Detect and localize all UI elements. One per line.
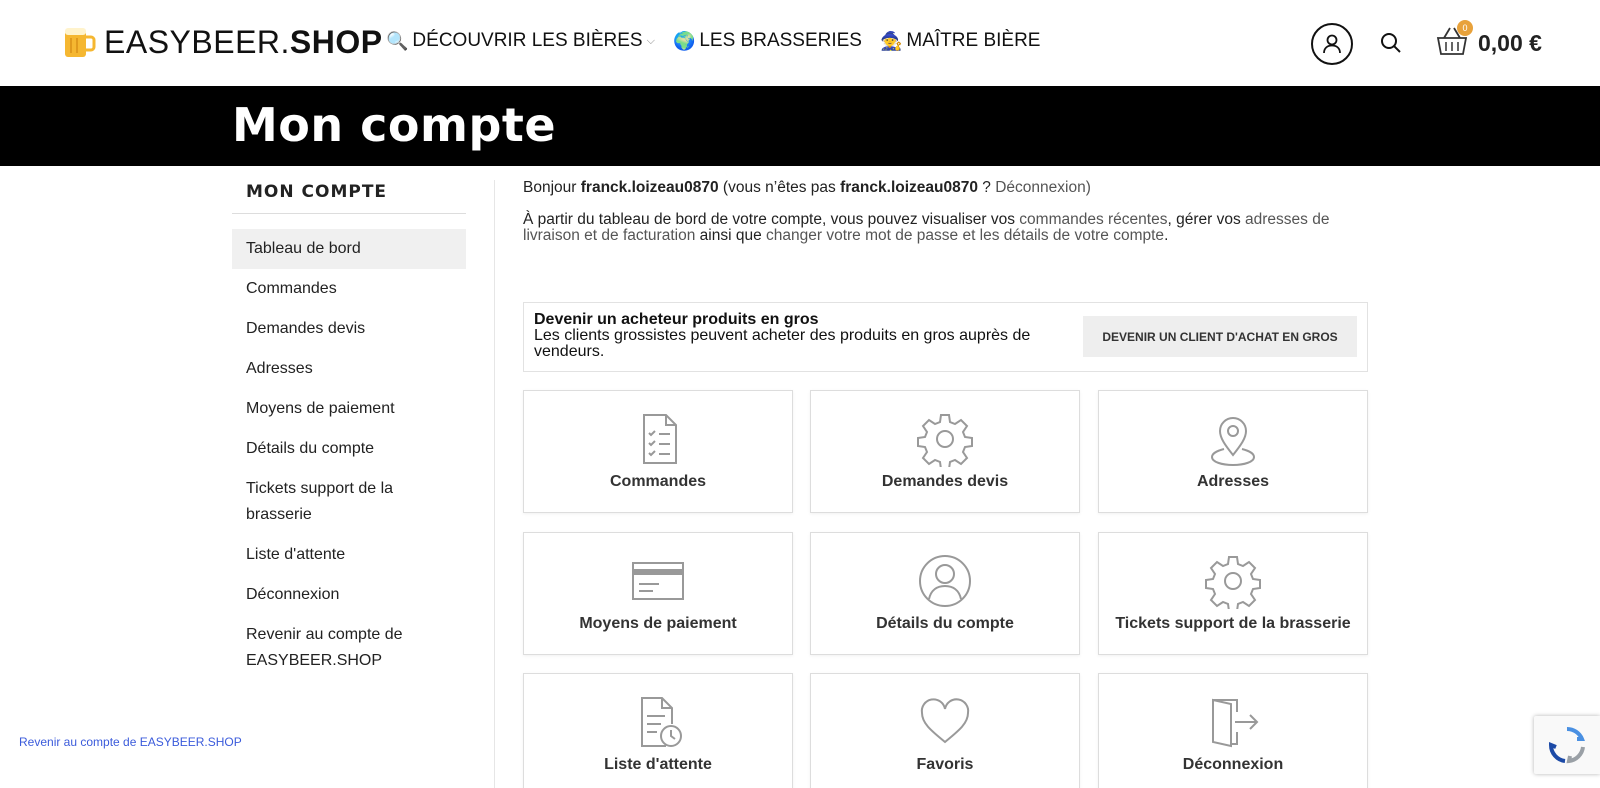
globe-emoji-icon: 🌍	[672, 30, 696, 51]
document-clock-icon	[630, 694, 686, 750]
logo-prefix: EASYBEER.	[104, 23, 290, 60]
wholesale-description: Les clients grossistes peuvent acheter des produits en gros auprès de vendeurs.	[534, 327, 1031, 360]
cart-count-badge: 0	[1457, 20, 1473, 36]
greeting-question: ?	[982, 179, 991, 196]
dashboard-intro	[523, 212, 1368, 244]
magnifier-emoji-icon: 🔍	[386, 30, 409, 51]
nav-breweries-label: LES BRASSERIES	[699, 30, 862, 51]
orders-document-icon	[630, 411, 686, 467]
nav-beer-master-label: MAÎTRE BIÈRE	[906, 30, 1041, 51]
user-icon	[1321, 33, 1343, 55]
tile-addresses[interactable]	[1098, 390, 1368, 513]
gear-icon	[1205, 553, 1261, 609]
sidebar-title: MON COMPTE	[232, 166, 466, 214]
sidebar-item-waitlist[interactable]: Liste d'attente	[246, 546, 346, 563]
page-banner	[0, 86, 1600, 166]
chevron-down-icon: ⌵	[646, 34, 655, 47]
addresses-link[interactable]: adresses de livraison et de facturation	[523, 211, 1330, 244]
sidebar-item-logout[interactable]: Déconnexion	[246, 586, 340, 603]
username: franck.loizeau0870	[580, 179, 719, 196]
site-logo[interactable]	[62, 24, 383, 60]
intro-text-2: , gérer vos	[1167, 211, 1241, 228]
logo-text	[104, 24, 383, 61]
sidebar-item-account-details[interactable]: Détails du compte	[246, 440, 375, 457]
dashboard-content	[523, 178, 1368, 244]
tile-orders-label: Commandes	[609, 473, 707, 490]
tile-account-details[interactable]	[810, 532, 1080, 655]
main-nav	[386, 30, 1058, 52]
nav-breweries[interactable]	[673, 30, 862, 52]
account-details-link[interactable]: changer votre mot de passe et les détails de votre compte	[766, 227, 1165, 244]
recent-orders-link[interactable]: commandes récentes	[1019, 211, 1168, 228]
username-repeat: franck.loizeau0870	[840, 179, 978, 196]
map-pin-icon	[1205, 411, 1261, 467]
intro-text-3: ainsi que	[699, 227, 762, 244]
sidebar-item-switch-back[interactable]: Revenir au compte de EASYBEER.SHOP	[246, 626, 403, 669]
nav-beer-master[interactable]	[880, 30, 1041, 52]
sidebar-item-quotes[interactable]: Demandes devis	[246, 320, 366, 337]
sidebar-divider	[494, 180, 495, 788]
tile-payment-methods-label: Moyens de paiement	[579, 615, 737, 632]
sidebar-menu	[232, 229, 466, 681]
tile-payment-methods[interactable]	[523, 532, 793, 655]
tile-favorites-label: Favoris	[916, 756, 974, 773]
credit-card-icon	[630, 553, 686, 609]
tile-waitlist-label: Liste d'attente	[604, 756, 712, 773]
greeting-hello: Bonjour	[523, 179, 577, 196]
page-title: Mon compte	[232, 98, 557, 152]
wholesale-text-block	[534, 312, 1054, 360]
nav-discover-beers[interactable]	[386, 30, 655, 52]
logout-link[interactable]: Déconnexion)	[995, 179, 1091, 196]
greeting	[523, 178, 1368, 198]
tile-quotes[interactable]	[810, 390, 1080, 513]
recaptcha-badge[interactable]	[1534, 716, 1600, 774]
site-header	[0, 0, 1600, 86]
logout-door-icon	[1205, 694, 1261, 750]
gear-icon	[917, 411, 973, 467]
tile-quotes-label: Demandes devis	[881, 473, 1009, 490]
sidebar-item-addresses[interactable]: Adresses	[246, 360, 313, 377]
user-circle-icon	[917, 553, 973, 609]
become-wholesale-button[interactable]: DEVENIR UN CLIENT D'ACHAT EN GROS	[1083, 316, 1357, 357]
beer-mug-icon	[62, 25, 96, 59]
greeting-not-you: (vous n’êtes pas	[722, 179, 836, 196]
account-button[interactable]	[1311, 23, 1353, 65]
wholesale-notice	[523, 302, 1368, 372]
tile-orders[interactable]	[523, 390, 793, 513]
intro-text-1: À partir du tableau de bord de votre compte, vous pouvez visualiser vos	[523, 211, 1015, 228]
nav-discover-label: DÉCOUVRIR LES BIÈRES	[412, 30, 643, 51]
switch-back-footer-link[interactable]: Revenir au compte de EASYBEER.SHOP	[19, 735, 242, 749]
intro-text-4: .	[1164, 227, 1169, 244]
cart-total[interactable]: 0,00 €	[1478, 30, 1542, 56]
logo-suffix: SHOP	[289, 23, 383, 60]
sidebar-item-support-tickets[interactable]: Tickets support de la brasserie	[246, 480, 394, 523]
recaptcha-icon	[1545, 723, 1589, 767]
tile-support-tickets[interactable]	[1098, 532, 1368, 655]
tile-logout-label: Déconnexion	[1182, 756, 1284, 773]
tile-support-tickets-label: Tickets support de la brasserie	[1115, 615, 1351, 632]
account-sidebar	[232, 166, 466, 681]
tile-addresses-label: Adresses	[1196, 473, 1270, 490]
wizard-emoji-icon: 🧙	[879, 30, 903, 51]
sidebar-item-payment-methods[interactable]: Moyens de paiement	[246, 400, 395, 417]
tile-logout[interactable]	[1098, 673, 1368, 788]
tile-waitlist[interactable]	[523, 673, 793, 788]
search-icon[interactable]	[1378, 30, 1404, 56]
tile-favorites[interactable]	[810, 673, 1080, 788]
wholesale-title: Devenir un acheteur produits en gros	[534, 311, 819, 328]
sidebar-item-orders[interactable]: Commandes	[246, 280, 337, 297]
tile-account-details-label: Détails du compte	[876, 615, 1014, 632]
heart-icon	[917, 694, 973, 750]
sidebar-item-dashboard[interactable]: Tableau de bord	[232, 229, 466, 269]
